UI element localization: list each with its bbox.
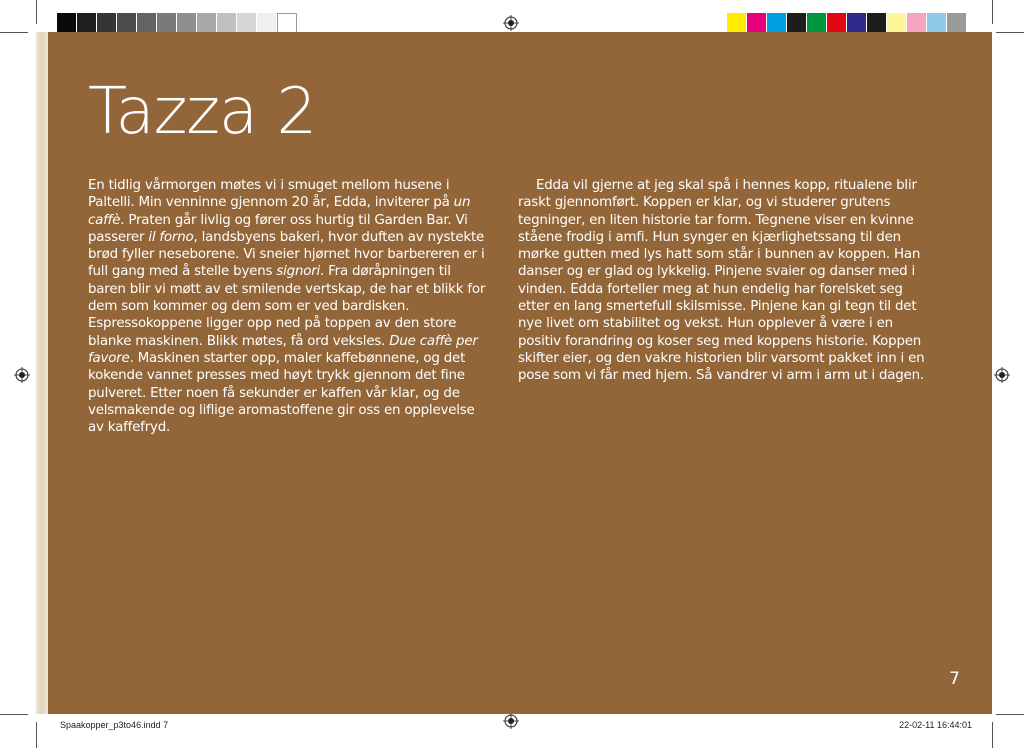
crop-mark <box>992 722 993 748</box>
slug-filename: Spaakopper_p3to46.indd 7 <box>60 720 169 730</box>
body-text: . Praten går livlig og fører oss hurtig til Garden Bar. Vi passerer <box>88 212 468 245</box>
body-text: . Fra døråpningen til baren blir vi møtt av et smilende vertskap, de har et blikk for dem som kommer og dem som er ved bardisken. Espressokoppene ligger opp ned på toppen av den store blanke maskinen. Blikk møtes, få ord veksles. <box>88 264 486 349</box>
registration-mark-icon <box>14 367 30 383</box>
page-panel <box>48 32 992 714</box>
crop-mark <box>36 722 37 748</box>
spine-strip <box>36 32 48 714</box>
left-text-column <box>88 177 486 436</box>
crop-mark <box>992 0 993 24</box>
italic-phrase: signori <box>276 264 321 280</box>
registration-mark-icon <box>503 713 519 729</box>
body-text: . Maskinen starter opp, maler kaffebønnene, og det kokende vannet presses med høyt trykk gjennom det fine pulveret. Etter noen få sekunder er kaffen vår klar, og de velsmakende og liflige aromastoffene gir oss en opplevelse av kaffefryd. <box>88 350 475 436</box>
body-text: , landsbyens bakeri, hvor duften av nystekte brød fyller neseborene. Vi sneier hjørnet hvor barbereren er i full gang med å stelle byens <box>88 229 485 280</box>
page-number: 7 <box>949 669 960 689</box>
crop-mark <box>36 0 37 24</box>
italic-phrase: il forno <box>148 229 194 245</box>
crop-mark <box>996 714 1024 715</box>
crop-mark <box>996 32 1024 33</box>
crop-mark <box>0 32 28 33</box>
registration-mark-icon <box>994 367 1010 383</box>
italic-phrase: Due caffè per favore <box>88 333 478 366</box>
body-text: En tidlig vårmorgen møtes vi i smuget mellom husene i Paltelli. Min venninne gjennom 20 år, Edda, inviterer på <box>88 178 454 211</box>
page-title: Tazza 2 <box>88 75 317 149</box>
crop-mark <box>0 714 28 715</box>
italic-phrase: un caffè <box>88 195 471 228</box>
registration-mark-icon <box>503 15 519 31</box>
right-text-column: Edda vil gjerne at jeg skal spå i hennes kopp, ritualene blir raskt gjennomført. Koppen er klar, og vi studerer grutens tegninger, en liten historie tar form. Tegnene viser en kvinne ståene frodig i amfi. Hun synger en kjærlighetssang til den mørke gutten med lys hatt som står i bunnen av koppen. Han danser og er glad og lykkelig. Pinjene svaier og danser med i vinden. Edda forteller meg at hun endelig har forelsket seg etter en lang smertefull skilsmisse. Pinjene kan gi tegn til det nye livet om stabilitet og vekst. Hun opplever å være i en positiv forandring og koser seg med koppens historie. Koppen skifter eier, og den vakre historien blir varsomt pakket inn i en pose som vi får med hjem. Så vandrer vi arm i arm ut i dagen. <box>518 178 925 384</box>
slug-timestamp: 22-02-11 16:44:01 <box>899 720 972 730</box>
